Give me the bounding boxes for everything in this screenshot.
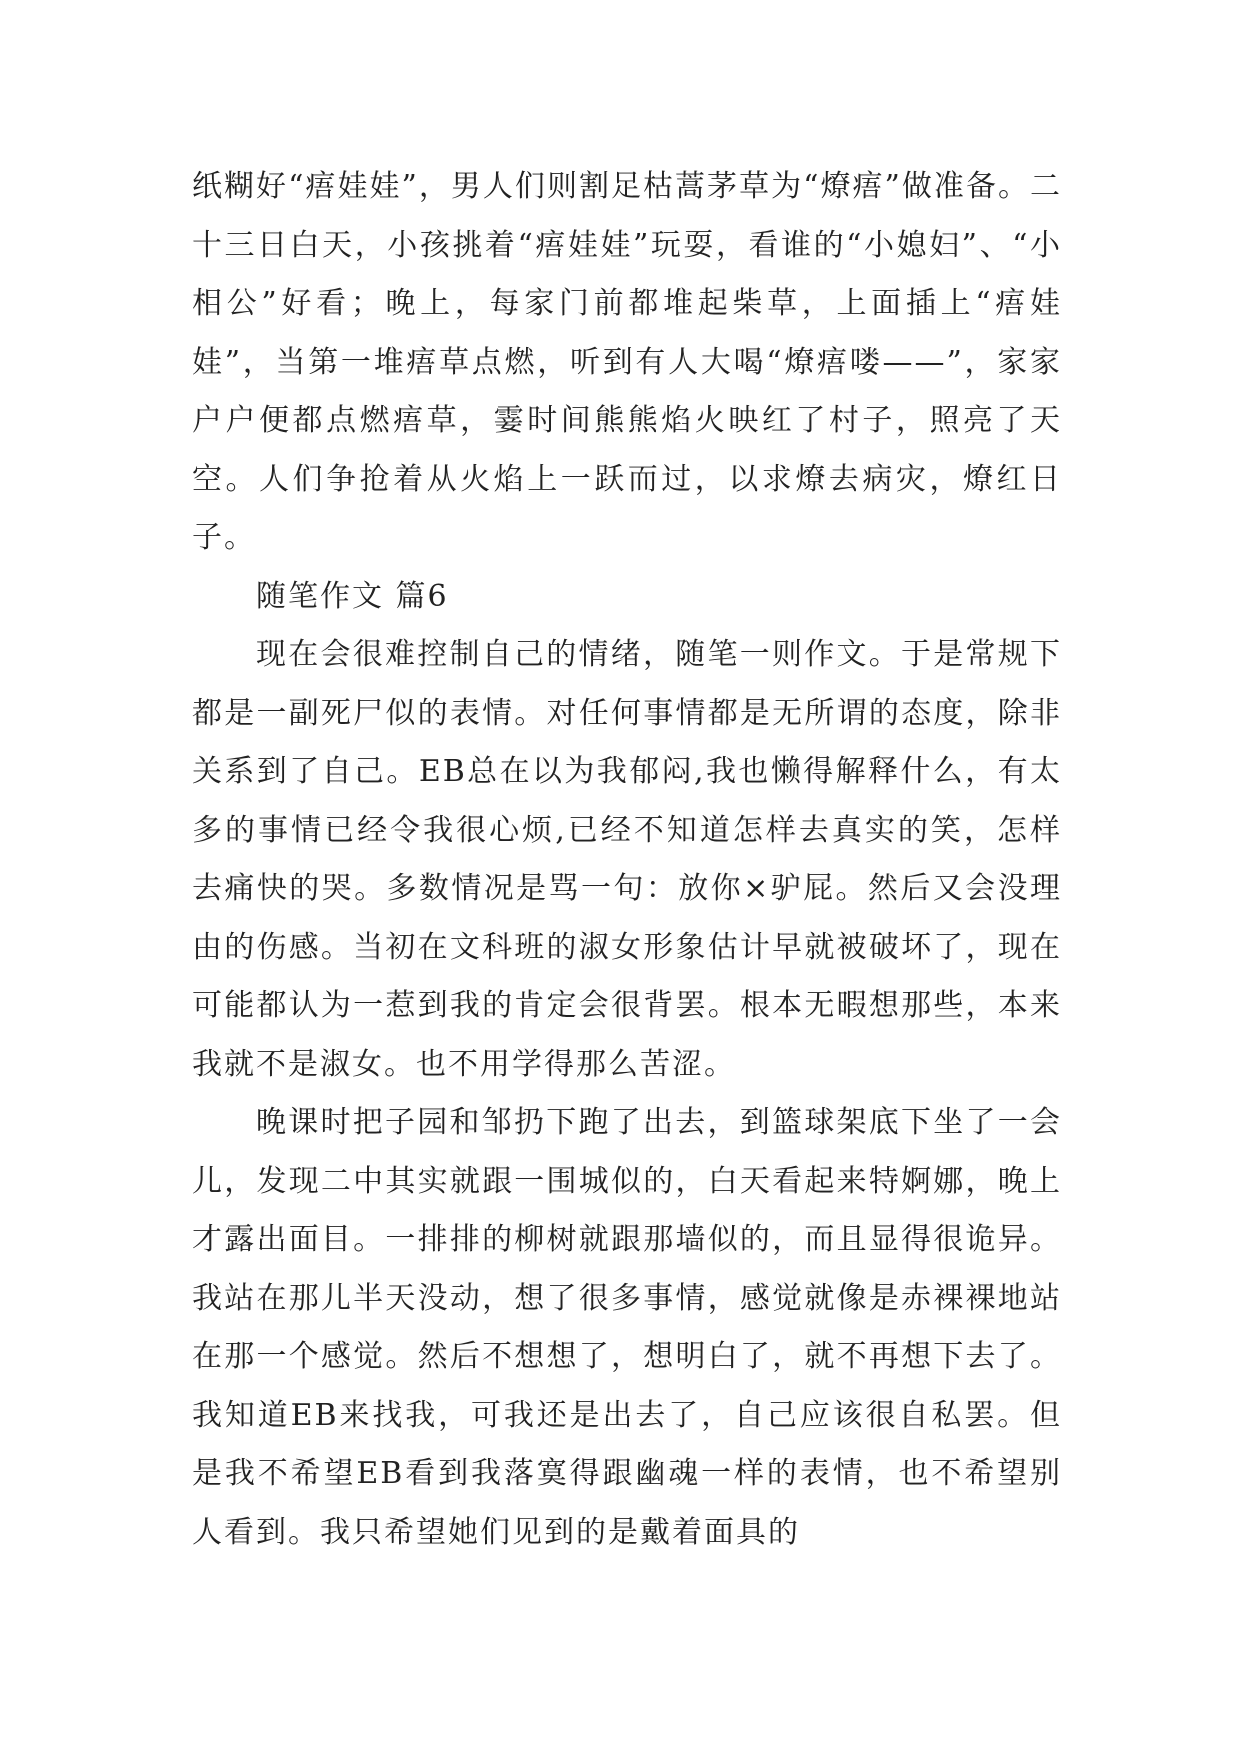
paragraph-1: 现在会很难控制自己的情绪，随笔一则作文。于是常规下都是一副死尸似的表情。对任何事情都是无所谓的态度，除非关系到了自己。EB总在以为我郁闷,我也懒得解释什么，有太多的事情已经令我很心烦,已经不知道怎样去真实的笑，怎样去痛快的哭。多数情况是骂一句：放你×驴屁。然后又会没理由的伤感。当初在文科班的淑女形象估计早就被破坏了，现在可能都认为一惹到我的肯定会很背罢。根本无暇想那些，本来我就不是淑女。也不用学得那么苦涩。 bbox=[192, 637, 1062, 1082]
document-body bbox=[192, 158, 1062, 1562]
paragraph-continuation: 纸糊好“痦娃娃”，男人们则割足枯蒿茅草为“燎痦”做准备。二十三日白天，小孩挑着“痦娃娃”玩耍，看谁的“小媳妇”、“小相公”好看；晚上，每家门前都堆起柴草，上面插上“痦娃娃”，当第一堆痦草点燃，听到有人大喝“燎痦喽——”，家家户户便都点燃痦草，霎时间熊熊焰火映红了村子，照亮了天空。人们争抢着从火焰上一跃而过，以求燎去病灾，燎红日子。 bbox=[192, 169, 1062, 555]
paragraph-2: 晚课时把子园和邹扔下跑了出去，到篮球架底下坐了一会儿，发现二中其实就跟一围城似的，白天看起来特婀娜，晚上才露出面目。一排排的柳树就跟那墙似的，而且显得很诡异。我站在那儿半天没动，想了很多事情，感觉就像是赤裸裸地站在那一个感觉。然后不想想了，想明白了，就不再想下去了。我知道EB来找我，可我还是出去了，自己应该很自私罢。但是我不希望EB看到我落寞得跟幽魂一样的表情，也不希望别人看到。我只希望她们见到的是戴着面具的 bbox=[192, 1105, 1062, 1550]
section-heading: 随笔作文 篇6 bbox=[256, 578, 449, 614]
